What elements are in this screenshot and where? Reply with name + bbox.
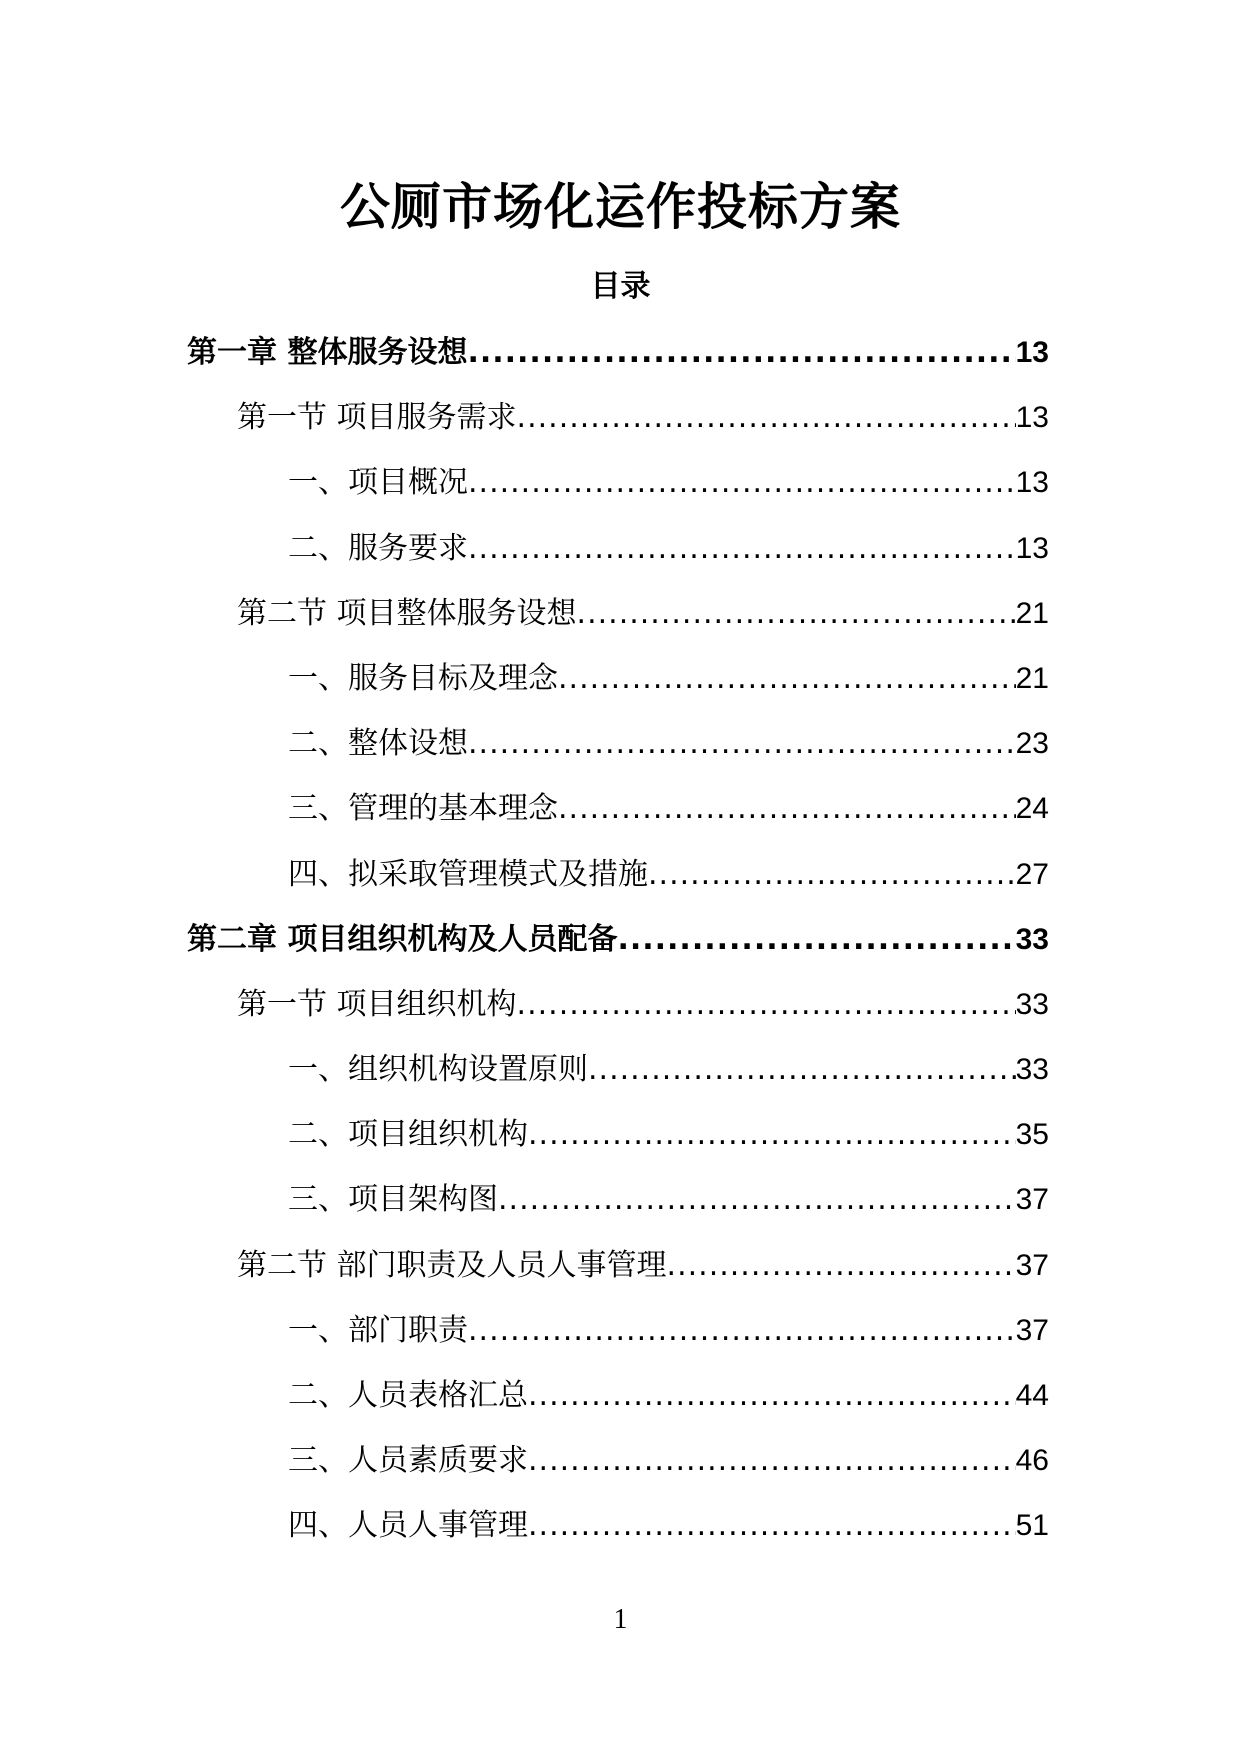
toc-entry-label: 三、项目架构图 bbox=[288, 1182, 498, 1218]
toc-entry-page: 23 bbox=[1015, 727, 1049, 761]
toc-subsection-entry[interactable] bbox=[0, 1113, 1241, 1178]
toc-entry-page: 13 bbox=[1015, 401, 1049, 435]
toc-entry-label: 第一节 项目服务需求 bbox=[237, 400, 517, 436]
toc-subsection-entry[interactable] bbox=[0, 853, 1241, 918]
page-number: 1 bbox=[613, 1604, 628, 1635]
toc-entry-label: 一、部门职责 bbox=[288, 1312, 468, 1348]
toc-entry-page: 37 bbox=[1015, 1313, 1049, 1347]
toc-entry-page: 21 bbox=[1015, 661, 1049, 695]
toc-entry-page: 37 bbox=[1015, 1248, 1049, 1282]
toc-entry-page: 21 bbox=[1015, 596, 1049, 630]
toc-heading: 目录 bbox=[590, 269, 651, 304]
toc-entry-label: 第二章 项目组织机构及人员配备 bbox=[187, 921, 618, 957]
toc-entry-label: 四、人员人事管理 bbox=[288, 1508, 528, 1544]
toc-entry-page: 13 bbox=[1015, 466, 1049, 500]
toc-dot-leader bbox=[528, 1439, 1016, 1483]
toc-subsection-entry[interactable] bbox=[0, 722, 1241, 787]
toc-section-entry[interactable] bbox=[0, 1244, 1241, 1309]
toc-subsection-entry[interactable] bbox=[0, 1309, 1241, 1374]
toc-section-entry[interactable] bbox=[0, 396, 1241, 461]
toc-dot-leader bbox=[617, 918, 1015, 962]
toc-entry-label: 二、服务要求 bbox=[288, 530, 468, 566]
toc-dot-leader bbox=[517, 983, 1016, 1027]
toc-dot-leader bbox=[498, 1178, 1016, 1222]
toc-subsection-entry[interactable] bbox=[0, 1439, 1241, 1504]
toc-entry-page: 27 bbox=[1015, 857, 1049, 891]
toc-chapter-entry[interactable] bbox=[0, 331, 1241, 396]
toc-subsection-entry[interactable] bbox=[0, 527, 1241, 592]
toc-subsection-entry[interactable] bbox=[0, 1048, 1241, 1113]
toc-dot-leader bbox=[588, 1048, 1016, 1092]
toc-entry-page: 35 bbox=[1015, 1118, 1049, 1152]
toc-entry-label: 二、项目组织机构 bbox=[288, 1117, 528, 1153]
toc-entry-label: 三、管理的基本理念 bbox=[288, 791, 558, 827]
toc-entry-label: 第二节 部门职责及人员人事管理 bbox=[237, 1247, 667, 1283]
toc-subsection-entry[interactable] bbox=[0, 461, 1241, 526]
toc-subsection-entry[interactable] bbox=[0, 1178, 1241, 1243]
toc-dot-leader bbox=[517, 396, 1016, 440]
toc-entry-page: 33 bbox=[1015, 922, 1049, 956]
toc-entry-label: 第一章 整体服务设想 bbox=[187, 335, 468, 370]
toc-entry-label: 二、人员表格汇总 bbox=[288, 1378, 528, 1413]
toc-dot-leader bbox=[468, 527, 1016, 571]
toc-dot-leader bbox=[467, 331, 1015, 375]
toc-entry-page: 33 bbox=[1015, 987, 1049, 1021]
toc-entry-page: 13 bbox=[1015, 531, 1049, 565]
toc-entry-label: 二、整体设想 bbox=[288, 726, 468, 762]
toc-entry-label: 一、组织机构设置原则 bbox=[288, 1052, 588, 1088]
toc-dot-leader bbox=[468, 461, 1016, 505]
toc-entry-label: 第二节 项目整体服务设想 bbox=[237, 595, 577, 631]
document-title: 公厕市场化运作投标方案 bbox=[340, 178, 901, 236]
toc-dot-leader bbox=[468, 722, 1016, 766]
toc-entry-page: 24 bbox=[1015, 792, 1049, 826]
toc-entry-page: 46 bbox=[1015, 1444, 1049, 1478]
toc-dot-leader bbox=[667, 1244, 1016, 1288]
toc-dot-leader bbox=[648, 853, 1016, 897]
toc-entry-page: 51 bbox=[1015, 1509, 1049, 1543]
toc-dot-leader bbox=[558, 657, 1016, 701]
toc-dot-leader bbox=[528, 1113, 1016, 1157]
toc-entry-label: 一、项目概况 bbox=[288, 465, 468, 501]
toc-section-entry[interactable] bbox=[0, 592, 1241, 657]
toc-entry-page: 13 bbox=[1015, 336, 1049, 369]
toc-dot-leader bbox=[468, 1309, 1016, 1353]
toc-subsection-entry[interactable] bbox=[0, 1504, 1241, 1569]
toc-dot-leader bbox=[528, 1504, 1016, 1548]
toc-entry-label: 第一节 项目组织机构 bbox=[237, 986, 517, 1022]
toc-dot-leader bbox=[528, 1374, 1016, 1418]
table-of-contents bbox=[0, 331, 1241, 1570]
toc-entry-label: 三、人员素质要求 bbox=[288, 1443, 528, 1479]
toc-entry-label: 一、服务目标及理念 bbox=[288, 660, 558, 696]
toc-entry-page: 37 bbox=[1015, 1183, 1049, 1217]
toc-dot-leader bbox=[577, 592, 1016, 636]
toc-subsection-entry[interactable] bbox=[0, 1374, 1241, 1439]
toc-chapter-entry[interactable] bbox=[0, 918, 1241, 983]
toc-entry-page: 44 bbox=[1015, 1379, 1049, 1412]
toc-entry-label: 四、拟采取管理模式及措施 bbox=[288, 856, 648, 892]
toc-entry-page: 33 bbox=[1015, 1053, 1049, 1087]
toc-dot-leader bbox=[558, 787, 1016, 831]
toc-subsection-entry[interactable] bbox=[0, 787, 1241, 852]
toc-subsection-entry[interactable] bbox=[0, 657, 1241, 722]
toc-section-entry[interactable] bbox=[0, 983, 1241, 1048]
